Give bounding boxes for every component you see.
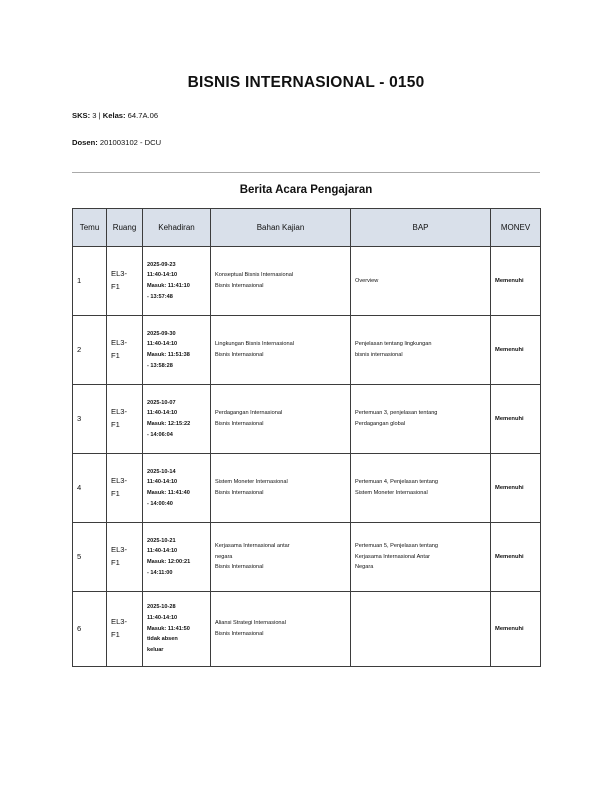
bahan-line: negara xyxy=(215,553,233,560)
ruang-line: EL3- xyxy=(111,338,128,348)
bahan-line: Bisnis Internasional xyxy=(215,490,264,496)
header-ruang: Ruang xyxy=(107,209,143,247)
bahan-line: Aliansi Strategi Internasional xyxy=(215,620,286,627)
kehadiran-line: Masuk: 12:15:22 xyxy=(147,421,191,427)
ruang-line: EL3- xyxy=(111,269,128,279)
sks-label: SKS: xyxy=(72,111,91,120)
table-row xyxy=(73,385,541,454)
bap-line: Kerjasama Internasional Antar xyxy=(355,553,430,560)
kehadiran-line: - 14:00:40 xyxy=(147,500,173,507)
table-row xyxy=(73,592,541,667)
bap-cell xyxy=(351,316,491,385)
kehadiran-line: - 13:58:28 xyxy=(147,362,173,369)
header-monev: MONEV xyxy=(491,209,541,247)
bap-cell xyxy=(351,385,491,454)
header-bap: BAP xyxy=(351,209,491,247)
temu-cell: 3 xyxy=(73,385,107,454)
kehadiran-line: Masuk: 11:51:38 xyxy=(147,352,190,358)
ruang-cell xyxy=(107,454,143,523)
ruang-line: F1 xyxy=(111,630,120,639)
ruang-line: F1 xyxy=(111,558,120,567)
teaching-record-table xyxy=(72,208,541,667)
temu-cell: 4 xyxy=(73,454,107,523)
lecturer-info-line xyxy=(72,138,161,147)
bahan-line: Bisnis Internasional xyxy=(215,283,264,289)
kehadiran-line: - 14:11:00 xyxy=(147,569,173,576)
table-header-row xyxy=(73,209,541,247)
ruang-line: F1 xyxy=(111,351,120,360)
bap-line: Pertemuan 5, Penjelasan tentang xyxy=(355,543,439,550)
bap-line: Negara xyxy=(355,564,374,571)
bap-line: Sistem Moneter Internasional xyxy=(355,490,428,496)
kehadiran-cell xyxy=(143,316,211,385)
table-row xyxy=(73,316,541,385)
bahan-line: Perdagangan Internasional xyxy=(215,410,283,417)
section-title: Berita Acara Pengajaran xyxy=(239,184,373,196)
header-kehadiran: Kehadiran xyxy=(143,209,211,247)
ruang-cell xyxy=(107,385,143,454)
bahan-line: Bisnis Internasional xyxy=(215,631,264,637)
kelas-label: Kelas: xyxy=(102,111,126,120)
page-title: BISNIS INTERNASIONAL - 0150 xyxy=(187,74,425,91)
bahan-kajian-cell xyxy=(211,247,351,316)
kehadiran-line: 11:40-14:10 xyxy=(147,272,178,279)
table-row xyxy=(73,247,541,316)
ruang-cell xyxy=(107,316,143,385)
ruang-line: EL3- xyxy=(111,476,128,486)
ruang-line: F1 xyxy=(111,282,120,291)
kehadiran-line: 2025-10-07 xyxy=(147,399,176,406)
bap-line: Overview xyxy=(355,277,379,284)
bahan-line: Sistem Moneter Internasional xyxy=(215,479,288,486)
kehadiran-line: 2025-09-23 xyxy=(147,261,176,268)
kehadiran-line: Masuk: 11:41:50 xyxy=(147,625,190,632)
dosen-value: 201003102 - DCU xyxy=(99,138,162,147)
temu-cell: 5 xyxy=(73,523,107,592)
bahan-line: Bisnis Internasional xyxy=(215,352,264,358)
bap-line: Pertemuan 4, Penjelasan tentang xyxy=(355,479,439,486)
kehadiran-line: - 14:06:04 xyxy=(147,431,173,438)
bahan-line: Bisnis Internasional xyxy=(215,564,264,571)
ruang-line: F1 xyxy=(111,420,120,429)
table-row xyxy=(73,454,541,523)
kehadiran-line: 11:40-14:10 xyxy=(147,410,178,417)
kelas-value: 64.7A.06 xyxy=(127,111,159,120)
kehadiran-cell xyxy=(143,592,211,667)
kehadiran-cell xyxy=(143,385,211,454)
monev-cell: Memenuhi xyxy=(491,385,541,454)
temu-cell: 2 xyxy=(73,316,107,385)
ruang-cell xyxy=(107,247,143,316)
bahan-line: Kerjasama Internasional antar xyxy=(215,543,290,550)
header-bahan-kajian: Bahan Kajian xyxy=(211,209,351,247)
ruang-cell xyxy=(107,592,143,667)
monev-cell: Memenuhi xyxy=(491,592,541,667)
bap-cell xyxy=(351,523,491,592)
info-separator: | xyxy=(98,111,101,120)
bahan-kajian-cell xyxy=(211,316,351,385)
bahan-kajian-cell xyxy=(211,385,351,454)
course-info-line xyxy=(72,111,158,120)
bap-line: Penjelasan tentang lingkungan xyxy=(355,341,432,348)
bahan-kajian-cell xyxy=(211,454,351,523)
kehadiran-line: 11:40-14:10 xyxy=(147,615,178,622)
kehadiran-line: keluar xyxy=(147,646,164,653)
bap-cell xyxy=(351,247,491,316)
monev-cell: Memenuhi xyxy=(491,316,541,385)
divider xyxy=(72,172,540,173)
monev-cell: Memenuhi xyxy=(491,454,541,523)
temu-cell: 1 xyxy=(73,247,107,316)
bahan-kajian-cell xyxy=(211,592,351,667)
kehadiran-line: 11:40-14:10 xyxy=(147,341,178,348)
kehadiran-line: Masuk: 11:41:40 xyxy=(147,490,190,496)
ruang-cell xyxy=(107,523,143,592)
dosen-label: Dosen: xyxy=(72,138,98,147)
kehadiran-line: 2025-10-14 xyxy=(147,468,176,475)
monev-cell: Memenuhi xyxy=(491,523,541,592)
kehadiran-line: 2025-10-21 xyxy=(147,537,176,544)
kehadiran-line: 11:40-14:10 xyxy=(147,548,178,555)
ruang-line: F1 xyxy=(111,489,120,498)
ruang-line: EL3- xyxy=(111,407,128,417)
kehadiran-line: 2025-10-28 xyxy=(147,604,176,611)
bap-line: bisnis internasional xyxy=(355,352,403,358)
kehadiran-line: 11:40-14:10 xyxy=(147,479,178,486)
kehadiran-line: Masuk: 12:00:21 xyxy=(147,559,191,565)
kehadiran-line: tidak absen xyxy=(147,636,178,643)
kehadiran-line: Masuk: 11:41:10 xyxy=(147,283,190,289)
temu-cell: 6 xyxy=(73,592,107,667)
sks-value: 3 xyxy=(92,111,97,120)
kehadiran-cell xyxy=(143,247,211,316)
kehadiran-cell xyxy=(143,454,211,523)
kehadiran-line: - 13:57:48 xyxy=(147,293,173,300)
bap-cell xyxy=(351,454,491,523)
table-row xyxy=(73,523,541,592)
bap-cell xyxy=(351,592,491,667)
kehadiran-line: 2025-09-30 xyxy=(147,330,176,337)
bahan-line: Lingkungan Bisnis Internasional xyxy=(215,341,294,348)
monev-cell: Memenuhi xyxy=(491,247,541,316)
bahan-line: Bisnis Internasional xyxy=(215,421,264,427)
header-temu: Temu xyxy=(73,209,107,247)
kehadiran-cell xyxy=(143,523,211,592)
bap-line: Pertemuan 3, penjelasan tentang xyxy=(355,410,438,417)
bahan-kajian-cell xyxy=(211,523,351,592)
bahan-line: Konseptual Bisnis Internasional xyxy=(215,272,294,279)
ruang-line: EL3- xyxy=(111,545,128,555)
bap-line: Perdagangan global xyxy=(355,421,406,427)
ruang-line: EL3- xyxy=(111,617,128,627)
